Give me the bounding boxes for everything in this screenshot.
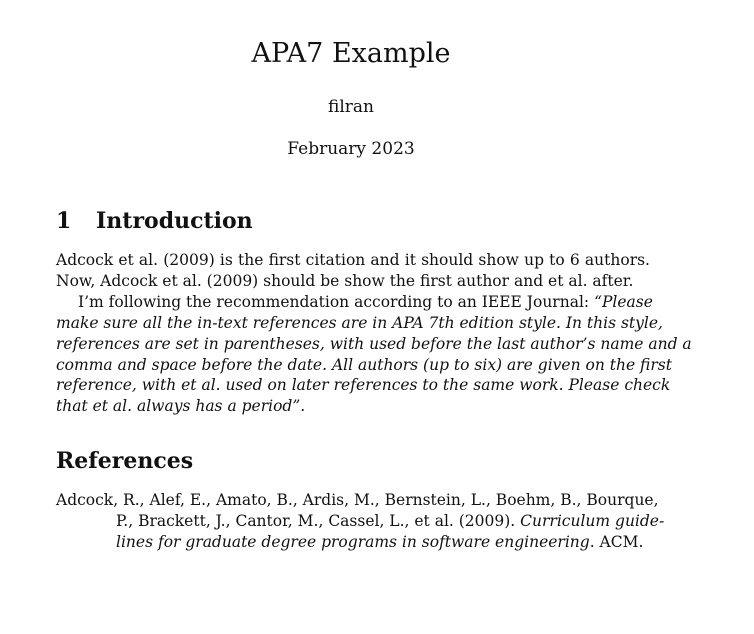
quote-line: that et al. always has a period”. <box>56 397 306 415</box>
reference-entry-line: Adcock, R., Alef, E., Amato, B., Ardis, M., Bernstein, L., Boehm, B., Bourque, <box>56 491 659 509</box>
intro-paragraph-line: Adcock et al. (2009) is the first citation and it should show up to 6 authors. <box>56 251 650 269</box>
quote-line: comma and space before the date. All authors (up to six) are given on the first <box>56 356 672 374</box>
reference-title-part: lines for graduate degree programs in software engineering <box>116 533 590 551</box>
quote-line: reference, with et al. used on later references to the same work. Please check <box>56 376 671 394</box>
quote-line: make sure all the in-text references are in APA 7th edition style. In this style, <box>56 314 663 332</box>
references-heading: References <box>56 448 194 474</box>
section-number: 1 <box>56 208 72 234</box>
quote-start: “Please <box>594 293 653 311</box>
section-heading-introduction <box>56 206 253 236</box>
quote-line: references are set in parentheses, with used before the last author’s name and a <box>56 335 692 353</box>
intro-paragraph-line: Now, Adcock et al. (2009) should be show the first author and et al. after. <box>56 272 634 290</box>
intro-paragraph2-line <box>78 292 653 312</box>
reference-authors-year: P., Brackett, J., Cantor, M., Cassel, L., et al. (2009). <box>116 512 521 530</box>
document-date: February 2023 <box>287 139 415 159</box>
reference-title-part: Curriculum guide- <box>520 512 665 530</box>
section-title: Introduction <box>96 208 253 234</box>
document-author: filran <box>328 97 374 117</box>
reference-publisher: . ACM. <box>589 533 644 551</box>
intro-paragraph2-prefix: I’m following the recommendation according to an IEEE Journal: <box>78 293 595 311</box>
reference-entry-line <box>116 511 665 531</box>
document-title: APA7 Example <box>251 38 451 69</box>
reference-entry-line <box>116 532 650 552</box>
